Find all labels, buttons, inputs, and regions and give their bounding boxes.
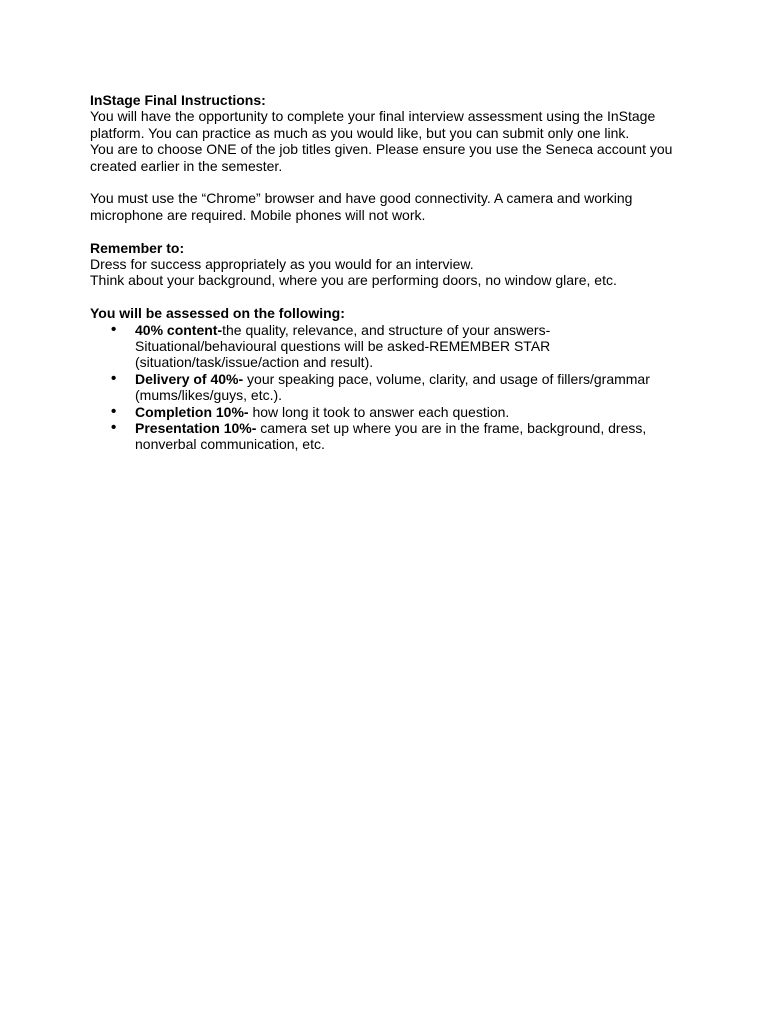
assessment-item-delivery	[90, 371, 700, 404]
requirements-line: You must use the “Chrome” browser and have good connectivity. A camera and working	[90, 190, 633, 207]
document-page	[90, 92, 700, 453]
assessment-item-content	[90, 322, 700, 371]
assessment-list	[90, 322, 700, 453]
assessment-item-lead: Delivery of 40%-	[135, 370, 244, 387]
bullet-icon: •	[111, 369, 117, 387]
assessment-item-lead: Completion 10%-	[135, 403, 249, 420]
bullet-icon: •	[111, 419, 117, 437]
assessment-item-text: the quality, relevance, and structure of your answers-	[222, 321, 551, 338]
bullet-icon: •	[111, 320, 117, 338]
intro-line: created earlier in the semester.	[90, 157, 283, 174]
intro-line: You are to choose ONE of the job titles given. Please ensure you use the Seneca account you	[90, 141, 673, 158]
paragraph-gap	[90, 174, 700, 190]
assessment-item-text: (mums/likes/guys, etc.).	[135, 387, 283, 404]
remember-line: Dress for success appropriately as you would for an interview.	[90, 256, 474, 273]
assessment-item-lead: 40% content-	[135, 321, 223, 338]
paragraph-gap	[90, 223, 700, 239]
assessment-item-text: camera set up where you are in the frame, background, dress,	[256, 420, 647, 437]
assessment-item-text: your speaking pace, volume, clarity, and usage of fillers/grammar	[243, 370, 650, 387]
document-title: InStage Final Instructions:	[90, 92, 266, 108]
assessment-item-text: nonverbal communication, etc.	[135, 436, 325, 453]
intro-line: You will have the opportunity to complete your final interview assessment using the InStage	[90, 108, 656, 125]
remember-line: Think about your background, where you are performing doors, no window glare, etc.	[90, 272, 617, 289]
requirements-line: microphone are required. Mobile phones will not work.	[90, 206, 426, 223]
remember-heading: Remember to:	[90, 239, 185, 256]
assessment-item-presentation	[90, 420, 700, 453]
paragraph-gap	[90, 289, 700, 305]
bullet-icon: •	[111, 402, 117, 420]
assessment-item-lead: Presentation 10%-	[135, 420, 257, 437]
assessment-heading: You will be assessed on the following:	[90, 305, 345, 322]
assessment-item-text: Situational/behavioural questions will be asked-REMEMBER STAR	[135, 338, 551, 355]
intro-line: platform. You can practice as much as you would like, but you can submit only one link.	[90, 124, 630, 141]
assessment-item-text: (situation/task/issue/action and result).	[135, 354, 374, 371]
assessment-item-completion	[90, 404, 700, 420]
assessment-item-text: how long it took to answer each question.	[248, 403, 510, 420]
